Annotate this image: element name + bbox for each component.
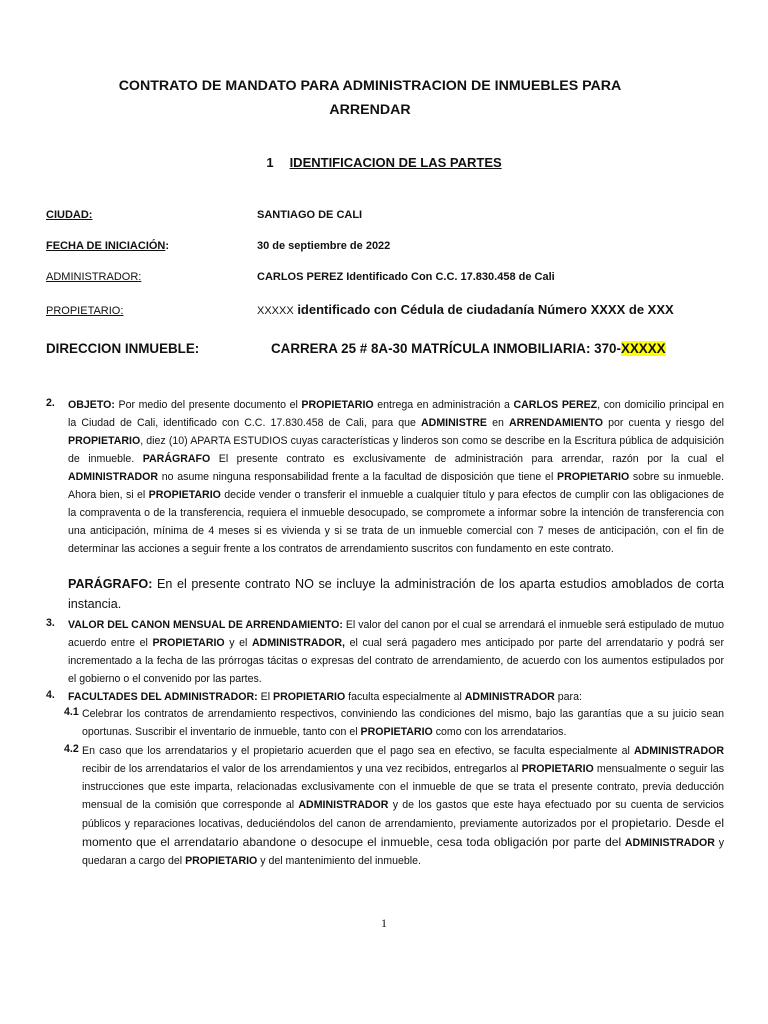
- clause-2-number: 2.: [46, 397, 55, 409]
- administrador-value: CARLOS PEREZ Identificado Con C.C. 17.830.458 de Cali: [257, 271, 555, 283]
- clause-2-objeto: OBJETO: Por medio del presente documento el PROPIETARIO entrega en administración a CARLOS PEREZ, con domicilio principal en la Ciudad de Cali, identificado con C.C. 17.830.458 de Cali, para que ADMINISTRE en ARRENDAMIENTO por cuenta y riesgo del PROPIETARIO, diez (10) APARTA ESTUDIOS cuyas características y linderos son como se describe en la Escritura pública de adquisición de inmueble. PARÁGRAFO El presente contrato es exclusivamente de administración para arrendar, razón por la cual el ADMINISTRADOR no asume ninguna responsabilidad frente a la facultad de disposición que tiene el PROPIETARIO sobre su inmueble. Ahora bien, si el PROPIETARIO decide vender o transferir el inmueble a cualquier título y para efectos de cumplir con las obligaciones de la compraventa o de la transferencia, requiera el inmueble desocupado, se compromete a informar sobre la intención de transferencia con una anticipación, mínima de 4 meses si es vivienda y si se trata de un inmueble comercial con 7 meses de anticipación, con el fin de determinar las acciones a seguir frente a los contratos de arrendamiento suscritos con fundamento en este contrato.: [68, 399, 725, 555]
- direccion-value: CARRERA 25 # 8A-30 MATRÍCULA INMOBILIARIA: 370-XXXXX: [271, 341, 666, 356]
- document-title: CONTRATO DE MANDATO PARA ADMINISTRACION DE INMUEBLES PARA ARRENDAR: [118, 78, 622, 118]
- propietario-value: XXXXX identificado con Cédula de ciudadanía Número XXXX de XXX: [257, 302, 674, 317]
- clause-2-paragrafo: PARÁGRAFO: En el presente contrato NO se incluye la administración de los aparta estudios amoblados de corta instancia.: [68, 577, 724, 611]
- clause-4-1-number: 4.1: [64, 706, 79, 718]
- clause-4-2-number: 4.2: [64, 743, 79, 755]
- section-heading: [0, 155, 768, 170]
- clause-4-1: Celebrar los contratos de arrendamiento respectivos, conviniendo las condiciones del mismo, bajo las garantías que a su juicio sean oportunas. Suscribir el inventario de inmueble, tanto con el PROPIETARIO como con los arrendatarios.: [82, 708, 724, 738]
- section-number: 1: [266, 155, 274, 170]
- page-number: 1: [381, 916, 387, 930]
- fecha-value: 30 de septiembre de 2022: [257, 240, 391, 252]
- clause-4-2: En caso que los arrendatarios y el propietario acuerden que el pago sea en efectivo, se faculta especialmente al ADMINISTRADOR recibir de los arrendatarios el valor de los arrendamientos y una vez recibidos, entregarlos al PROPIETARIO mensualmente o seguir las instrucciones que este imparta, relacionadas exclusivamente con el inmueble de que se trata el presente contrato, previa deducción mensual de la comisión que corresponde al ADMINISTRADOR y de los gastos que este haya efectuado por su cuenta de servicios públicos y reparaciones locativas, deduciéndolos del canon de arrendamiento, previamente autorizados por el propietario. Desde el momento que el arrendatario abandone o desocupe el inmueble, cesa toda obligación por parte del ADMINISTRADOR y quedaran a cargo del PROPIETARIO y del mantenimiento del inmueble.: [82, 745, 725, 867]
- clause-4-number: 4.: [46, 689, 55, 701]
- direccion-label: DIRECCION INMUEBLE:: [46, 341, 200, 356]
- administrador-label: ADMINISTRADOR:: [46, 271, 142, 283]
- clause-3-canon: VALOR DEL CANON MENSUAL DE ARRENDAMIENTO: El valor del canon por el cual se arrendará el inmueble será estipulado de mutuo acuerdo entre el PROPIETARIO y el ADMINISTRADOR, el cual será pagadero mes anticipado por parte del arrendatario y podrá ser incrementado a la fecha de las prórrogas tácitas o expresas del contrato de arrendamiento, de acuerdo con los aumentos estipulados por el gobierno o el convenido por las partes.: [68, 619, 724, 685]
- matricula-highlight: XXXXX: [620, 341, 666, 356]
- ciudad-value: SANTIAGO DE CALI: [257, 209, 363, 221]
- clause-4-facultades: FACULTADES DEL ADMINISTRADOR: El PROPIETARIO faculta especialmente al ADMINISTRADOR para:: [68, 691, 582, 703]
- section-title: IDENTIFICACION DE LAS PARTES: [289, 155, 502, 170]
- propietario-label: PROPIETARIO:: [46, 305, 124, 317]
- ciudad-label: CIUDAD:: [46, 209, 93, 221]
- clause-3-number: 3.: [46, 617, 55, 629]
- fecha-label: FECHA DE INICIACIÓN:: [46, 240, 170, 252]
